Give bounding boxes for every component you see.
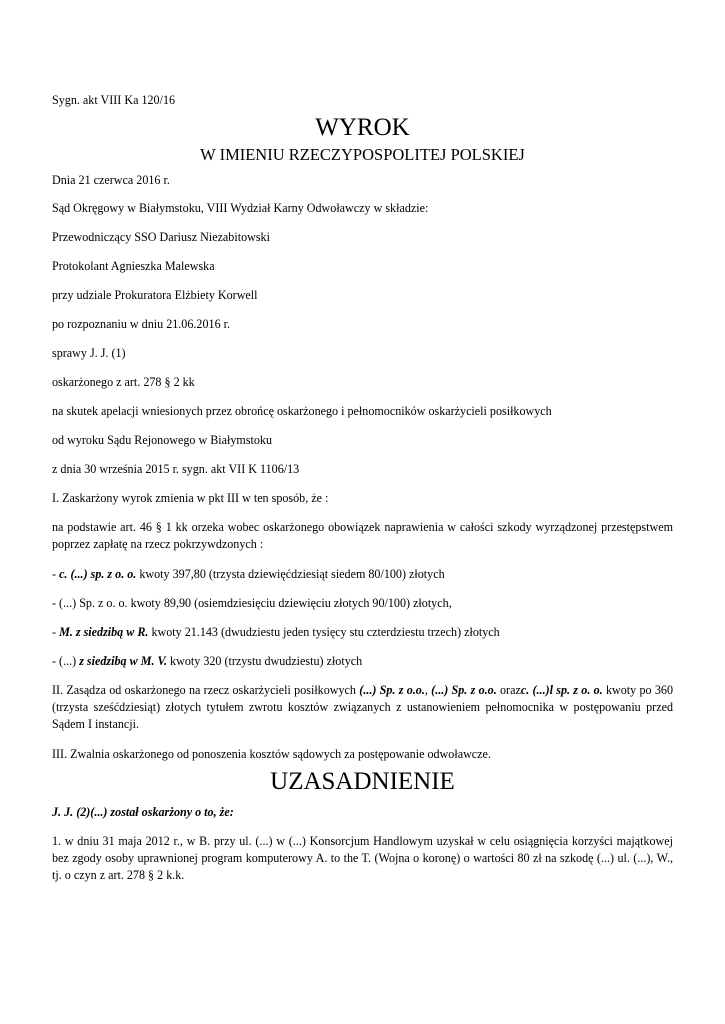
ruling-point-2	[52, 682, 673, 733]
party-name: (...) Sp. z o.o.	[431, 683, 497, 697]
point2-text: II. Zasądza od oskarżonego na rzecz oskarżycieli posiłkowych	[52, 683, 360, 697]
item-amount: kwoty 397,80 (trzysta dziewięćdziesiąt siedem 80/100) złotych	[136, 567, 445, 581]
point2-text: kwoty po 360 (trzysta sześćdziesiąt) złotych tytułem zwrotu kosztów związanych z ustanowieniem pełnomocnika w postępowaniu przed Sądem I instancji.	[52, 683, 673, 731]
ruling-point-1: I. Zaskarżony wyrok zmienia w pkt III w ten sposób, że :	[52, 491, 329, 505]
charge-article: oskarżonego z art. 278 § 2 kk	[52, 375, 195, 389]
legal-basis: na podstawie art. 46 § 1 kk orzeka wobec oskarżonego obowiązek naprawienia w całości szkody wyrządzonej przestępstwem poprzez zapłatę na rzecz pokrzywdzonych :	[52, 520, 673, 551]
appeal-info: na skutek apelacji wniesionych przez obrońcę oskarżonego i pełnomocników oskarżycieli posiłkowych	[52, 404, 552, 418]
charged-heading: J. J. (2)(...) został oskarżony o to, że:	[52, 805, 234, 819]
presiding-judge: Przewodniczący SSO Dariusz Niezabitowski	[52, 230, 270, 244]
case-party: sprawy J. J. (1)	[52, 346, 126, 360]
party-name: c. (...)l sp. z o. o.	[520, 683, 603, 697]
lower-court-date: z dnia 30 września 2015 r. sygn. akt VII K 1106/13	[52, 462, 300, 476]
compensation-item-4	[52, 653, 673, 670]
judgment-title: WYROK	[315, 114, 410, 141]
item-dash: -	[52, 625, 60, 639]
court-composition: Sąd Okręgowy w Białymstoku, VIII Wydział Karny Odwoławczy w składzie:	[52, 201, 429, 215]
judgment-subtitle: W IMIENIU RZECZYPOSPOLITEJ POLSKIEJ	[200, 145, 525, 164]
compensation-item-1	[52, 566, 673, 583]
court-clerk: Protokolant Agnieszka Malewska	[52, 259, 215, 273]
item-prefix: - (...)	[52, 654, 80, 668]
justification-title: UZASADNIENIE	[270, 768, 455, 795]
item-dash: -	[52, 567, 60, 581]
judgment-date: Dnia 21 czerwca 2016 r.	[52, 173, 170, 187]
ruling-point-3: III. Zwalnia oskarżonego od ponoszenia kosztów sądowych za postępowanie odwoławcze.	[52, 747, 491, 761]
item-amount: kwoty 21.143 (dwudziestu jeden tysięcy stu czterdziestu trzech) złotych	[148, 625, 500, 639]
point2-text: ,	[424, 683, 432, 697]
party-name: (...) Sp. z o.o.	[359, 683, 425, 697]
item-party: c. (...) sp. z o. o.	[59, 567, 137, 581]
hearing-date: po rozpoznaniu w dniu 21.06.2016 r.	[52, 317, 231, 331]
count-1: 1. w dniu 31 maja 2012 r., w B. przy ul. (...) w (...) Konsorcjum Handlowym uzyskał w celu osiągnięcia korzyści majątkowej bez zgody osoby uprawnionej program komputerowy A. to the T. (Wojna o koronę) o wartości 80 zł na szkodę (...) ul. (...), W., tj. o czyn z art. 278 § 2 k.k.	[52, 834, 673, 882]
lower-court-judgment: od wyroku Sądu Rejonowego w Białymstoku	[52, 433, 273, 447]
item-amount: kwoty 320 (trzystu dwudziestu) złotych	[167, 654, 363, 668]
compensation-item-2: - (...) Sp. z o. o. kwoty 89,90 (osiemdziesięciu dziewięciu złotych 90/100) złotych,	[52, 596, 452, 610]
item-party: z siedzibą w M. V.	[79, 654, 168, 668]
case-signature: Sygn. akt VIII Ka 120/16	[52, 93, 176, 107]
compensation-item-3	[52, 624, 673, 641]
prosecutor: przy udziale Prokuratora Elżbiety Korwell	[52, 288, 258, 302]
item-party: M. z siedzibą w R.	[59, 625, 149, 639]
point2-text: oraz	[496, 683, 521, 697]
